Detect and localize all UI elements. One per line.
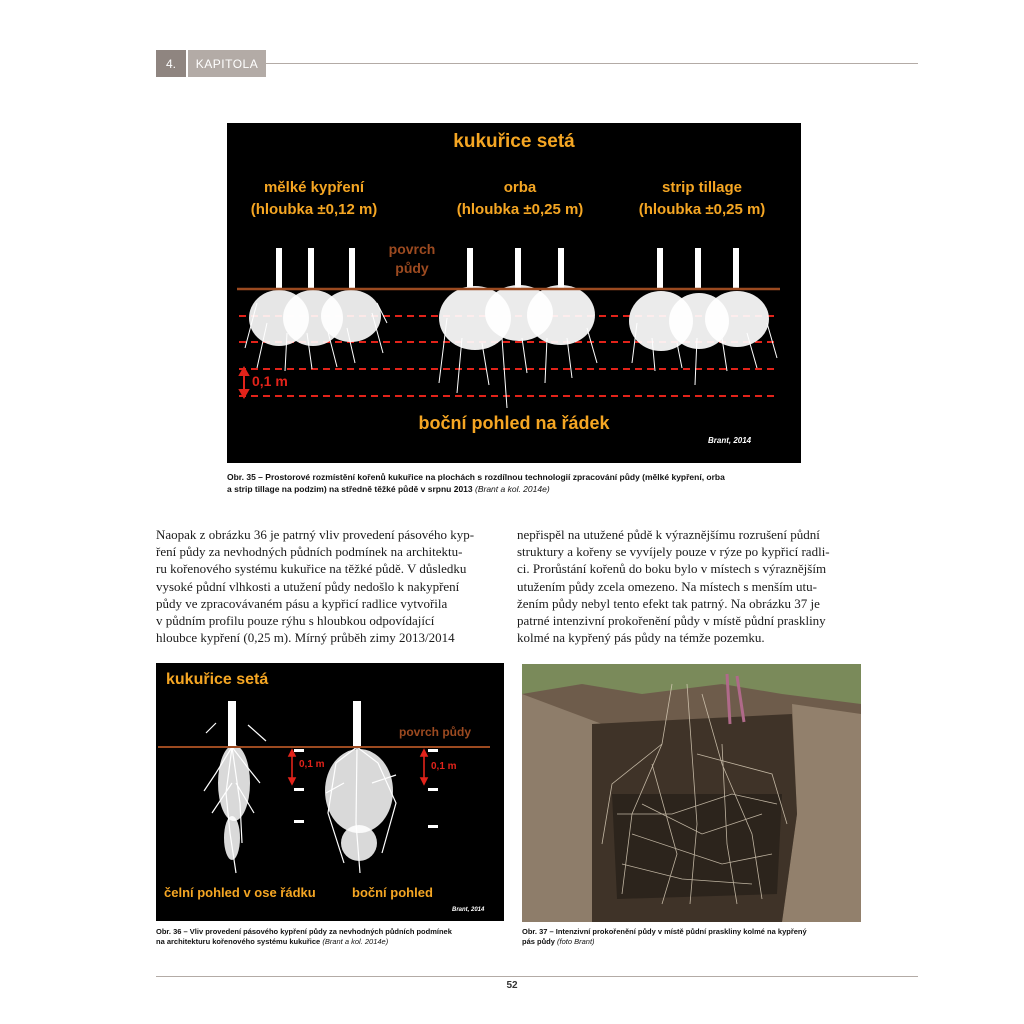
body-text-left	[156, 526, 501, 646]
chapter-number: 4.	[156, 50, 186, 77]
text-line: kolmé na kypřený pás půdy na témže pozemku.	[517, 630, 765, 646]
figure-35-caption	[227, 471, 817, 495]
figure-36-side-view-label: boční pohled	[352, 885, 433, 900]
figure-37-caption-line1: Obr. 37 – Intenzivní prokořenění půdy v místě půdní praskliny kolmé na kypřený	[522, 927, 807, 936]
figure-37-photo	[522, 664, 861, 922]
treatment-2-depth: (hloubka ±0,25 m)	[456, 201, 584, 218]
figure-35-caption-source: (Brant a kol. 2014e)	[475, 484, 550, 494]
figure-35-credit: Brant, 2014	[708, 436, 752, 445]
figure-36-caption-line2: na architekturu kořenového systému kukuřice	[156, 937, 321, 946]
figure-35-bottom-label: boční pohled na řádek	[418, 413, 610, 433]
figure-36-scale-label-1: 0,1 m	[299, 759, 325, 770]
footer-rule	[156, 976, 918, 977]
page-number: 52	[506, 980, 518, 991]
surface-label-line1: povrch	[388, 241, 436, 257]
figure-36-front-view-label: čelní pohled v ose řádku	[164, 885, 316, 900]
surface-label-line2: půdy	[395, 260, 429, 276]
text-line: v půdním profilu pouze rýhu s hloubkou odpovídající	[156, 613, 435, 629]
figure-35-root-diagram	[227, 123, 801, 463]
root-photo-drawing	[522, 664, 861, 922]
chapter-label: KAPITOLA	[188, 50, 266, 77]
scale-label: 0,1 m	[252, 373, 288, 389]
figure-35-drawing	[227, 123, 801, 463]
text-line: hloubce kypření (0,25 m). Mírný průběh zimy 2013/2014	[156, 630, 455, 646]
figure-35-caption-line2: a strip tillage na podzim) na středně těžké půdě v srpnu 2013	[227, 484, 473, 494]
figure-36-credit: Brant, 2014	[452, 907, 485, 913]
figure-37-caption-line2: pás půdy	[522, 937, 555, 946]
text-line: ru kořenového systému kukuřice na těžké půdě. V důsledku	[156, 561, 467, 577]
text-line: struktury a kořeny se vyvíjely pouze v rýze po kypřicí radli-	[517, 544, 830, 560]
text-line: ci. Prorůstání kořenů do boku bylo v místech s výraznějším	[517, 561, 827, 577]
figure-37-caption	[522, 927, 867, 947]
figure-36-caption-source: (Brant a kol. 2014e)	[322, 937, 389, 946]
text-line: žením půdy nebyl tento efekt tak patrný. Na obrázku 37 je	[517, 595, 820, 611]
header-rule	[266, 63, 918, 64]
figure-35-caption-line1: Obr. 35 – Prostorové rozmístění kořenů kukuřice na plochách s rozdílnou technologií zpracování půdy (mělké kypření, orba	[227, 472, 725, 482]
figure-36-root-diagram	[156, 663, 504, 921]
figure-36-drawing	[156, 663, 504, 921]
treatment-1-depth: (hloubka ±0,12 m)	[250, 201, 378, 218]
text-line: patrné intenzivní prokořenění půdy v místě půdní praskliny	[517, 613, 826, 629]
text-line: půdy ve zpracovávaném pásu a kypřicí radlice vytvořila	[156, 595, 448, 611]
figure-36-title: kukuřice setá	[166, 671, 269, 688]
text-line: nepřispěl na utužené půdě k výraznějšímu rozrušení půdní	[517, 527, 820, 542]
text-line: ření půdy za nevhodných půdních podmínek na architektu-	[156, 544, 463, 560]
text-line: utužením půdy zcela omezeno. Na místech s menším utu-	[517, 578, 817, 594]
text-line: Naopak z obrázku 36 je patrný vliv provedení pásového kyp-	[156, 527, 475, 542]
figure-37-caption-source: (foto Brant)	[557, 937, 595, 946]
body-text-right	[517, 526, 862, 646]
treatment-3-depth: (hloubka ±0,25 m)	[638, 201, 766, 218]
text-line: vysoké půdní vlhkosti a utužení půdy nedošlo k nakypření	[156, 578, 460, 594]
figure-36-caption	[156, 927, 508, 947]
figure-36-caption-line1: Obr. 36 – Vliv provedení pásového kypření půdy za nevhodných půdních podmínek	[156, 927, 452, 936]
treatment-2-name: orba	[503, 179, 537, 196]
figure-36-scale-label-2: 0,1 m	[431, 761, 457, 772]
treatment-1-name: mělké kypření	[263, 179, 365, 196]
treatment-3-name: strip tillage	[661, 179, 743, 196]
figure-35-title: kukuřice setá	[453, 131, 575, 152]
figure-36-surface-label: povrch půdy	[399, 725, 472, 739]
